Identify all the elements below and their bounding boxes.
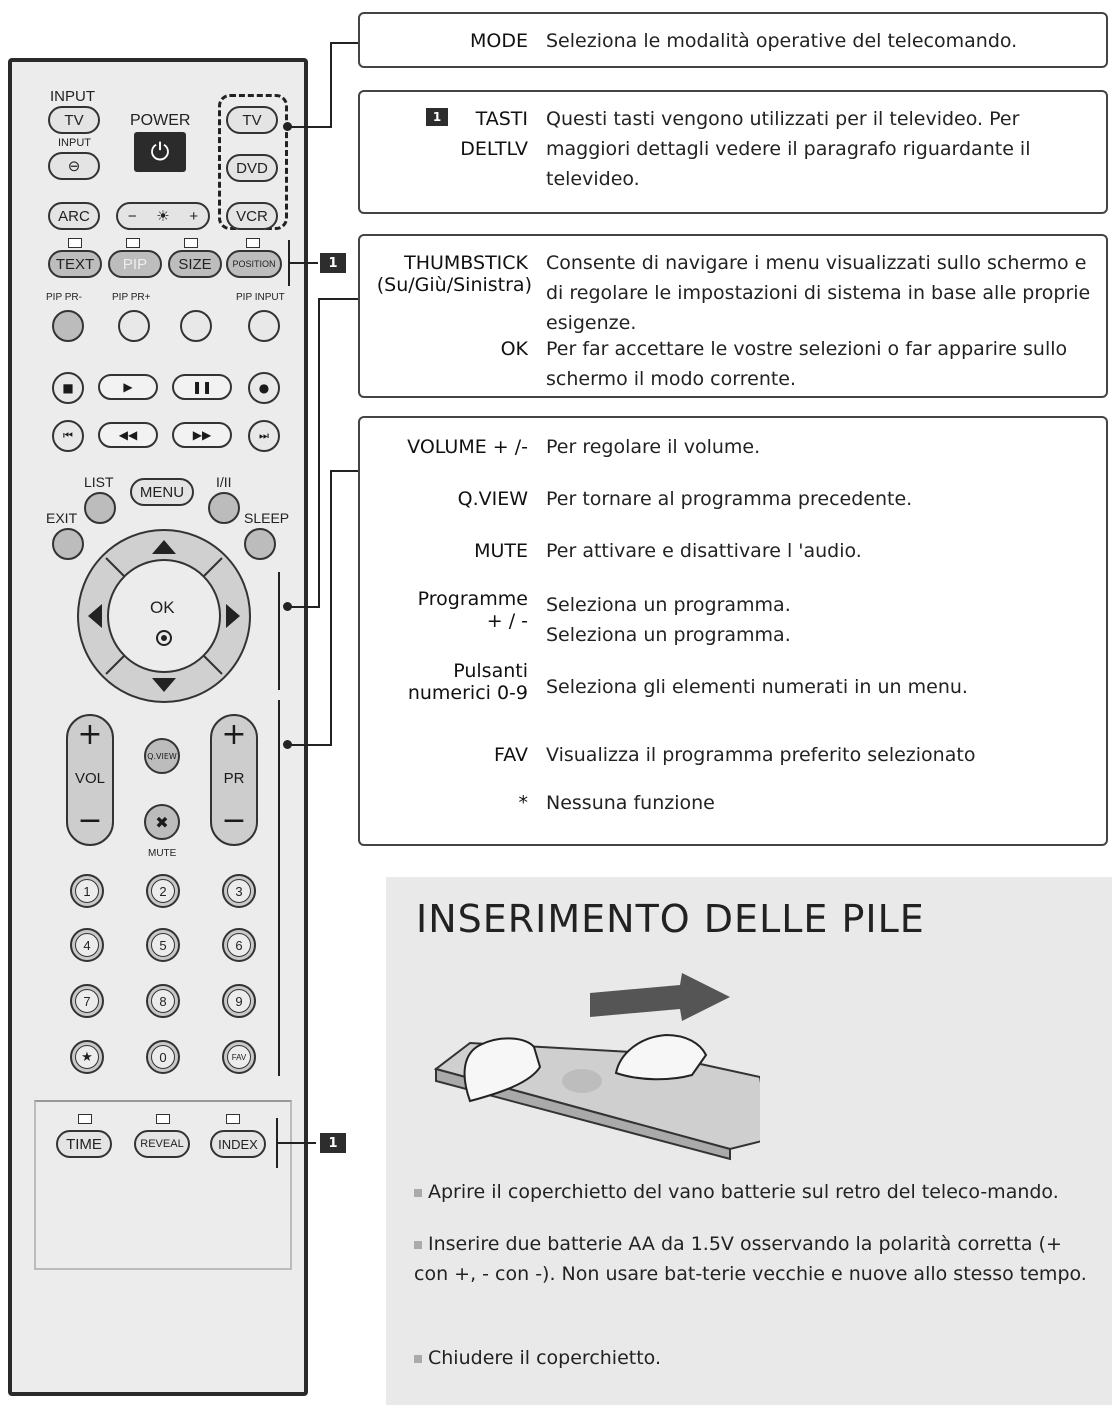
programme-desc: Seleziona un programma. — [546, 594, 791, 616]
vol-label: VOL — [74, 770, 105, 787]
record-icon: ● — [258, 381, 270, 395]
connector-mode-v — [330, 42, 332, 128]
ok-desc: Per far accettare le vostre selezioni o far apparire sullo schermo il modo corrente. — [546, 338, 1068, 390]
volume-desc: Per regolare il volume. — [546, 436, 761, 458]
index-button[interactable]: INDEX — [210, 1130, 266, 1158]
input-source-icon: ⊖ — [67, 158, 81, 175]
teletext-badge: 1 — [320, 253, 346, 273]
skip-forward-icon: ⏭ — [259, 429, 269, 442]
qview-key: Q.VIEW — [457, 488, 528, 510]
brightness-button[interactable] — [116, 202, 210, 230]
teletext-box — [358, 90, 1108, 214]
fav-desc: Visualizza il programma preferito selezionato — [546, 744, 976, 766]
remote-control — [8, 58, 308, 1396]
reveal-mini-icon — [156, 1114, 170, 1124]
number-button[interactable]: 2 — [146, 874, 180, 908]
pip-input-label: PIP INPUT — [236, 292, 285, 303]
position-mini-icon — [246, 238, 260, 248]
number-button[interactable]: 3 — [222, 874, 256, 908]
time-button[interactable]: TIME — [56, 1130, 112, 1158]
mode-dvd-button[interactable]: DVD — [226, 154, 278, 182]
battery-title: INSERIMENTO DELLE PILE — [416, 897, 925, 941]
pip-mini-icon — [126, 238, 140, 248]
reveal-button[interactable]: REVEAL — [134, 1130, 190, 1158]
vol-minus: − — [77, 803, 103, 838]
tasti-key: TASTI — [475, 108, 528, 130]
play-icon: ▶ — [123, 380, 133, 394]
star-button[interactable]: ★ — [70, 1040, 104, 1074]
volume-rocker[interactable] — [66, 714, 114, 846]
size-mini-icon — [184, 238, 198, 248]
brightness-plus: + — [189, 207, 199, 225]
skip-forward-button[interactable] — [248, 420, 280, 452]
skip-back-button[interactable] — [52, 420, 84, 452]
sleep-label: SLEEP — [244, 510, 290, 526]
input-small-label: INPUT — [58, 137, 91, 149]
input-label: INPUT — [50, 88, 95, 105]
numeric-key-sub: numerici 0-9 — [407, 682, 528, 704]
swap-button[interactable] — [180, 310, 212, 342]
connector-mode-h2 — [330, 42, 358, 44]
play-button[interactable] — [98, 374, 158, 400]
time-mini-icon — [78, 1114, 92, 1124]
ok-label: OK — [150, 598, 175, 617]
number-button[interactable]: 1 — [70, 874, 104, 908]
connector-vol-h2 — [330, 470, 358, 472]
ok-key: OK — [500, 338, 528, 360]
qview-desc: Per tornare al programma precedente. — [546, 488, 913, 510]
pip-pr-minus-button[interactable] — [52, 310, 84, 342]
tasti-desc: Questi tasti vengono utilizzati per il televideo. Per maggiori dettagli vedere il paragrafo riguardante il televideo. — [546, 108, 1031, 190]
programme-desc-2: Seleziona un programma. — [546, 624, 791, 646]
size-button[interactable]: SIZE — [168, 250, 222, 278]
mute-button[interactable] — [144, 804, 180, 840]
connector-mode — [288, 126, 332, 128]
text-button[interactable]: TEXT — [48, 250, 102, 278]
star-desc: Nessuna funzione — [546, 792, 715, 814]
pr-label: PR — [223, 770, 245, 787]
number-button[interactable]: 0 — [146, 1040, 180, 1074]
number-button[interactable]: 8 — [146, 984, 180, 1018]
deltlv-key: DELTLV — [460, 138, 528, 160]
i-ii-label: I/II — [216, 474, 232, 490]
number-button[interactable]: 5 — [146, 928, 180, 962]
mode-vcr-button[interactable]: VCR — [226, 202, 278, 230]
connector-thumb-v — [318, 298, 320, 608]
battery-step: Aprire il coperchietto del vano batterie sul retro del teleco-mando. — [414, 1177, 1094, 1207]
mode-box — [358, 12, 1108, 68]
pip-pr-plus-label: PIP PR+ — [112, 292, 151, 303]
pip-pr-plus-button[interactable] — [118, 310, 150, 342]
fast-forward-button[interactable] — [172, 422, 232, 448]
i-ii-button[interactable] — [208, 492, 240, 524]
bracket-teletext-h — [288, 262, 318, 264]
pause-button[interactable] — [172, 374, 232, 400]
power-icon: ⏻ — [150, 138, 170, 166]
bullet-icon — [414, 1355, 422, 1363]
power-button[interactable] — [134, 132, 186, 172]
thumbstick-key-sub: (Su/Giù/Sinistra) — [376, 274, 532, 296]
number-button[interactable]: 6 — [222, 928, 256, 962]
record-button[interactable] — [248, 372, 280, 404]
list-button[interactable] — [84, 492, 116, 524]
connector-vol — [288, 744, 332, 746]
bullet-icon — [414, 1189, 422, 1197]
thumbstick-desc: Consente di navigare i menu visualizzati sullo schermo e di regolare le impostazioni di sistema in base alle proprie esigenze. — [546, 252, 1091, 334]
connector-thumb — [288, 606, 320, 608]
teletext-panel — [34, 1100, 292, 1270]
teletext-badge-2: 1 — [320, 1133, 346, 1153]
qview-button[interactable]: Q.VIEW — [144, 738, 180, 774]
tv-input-button[interactable]: TV — [48, 106, 100, 134]
stop-button[interactable] — [52, 372, 84, 404]
connector-thumb-h2 — [318, 298, 358, 300]
number-button[interactable]: 4 — [70, 928, 104, 962]
program-rocker[interactable] — [210, 714, 258, 846]
bracket-teletext-2-h — [276, 1142, 316, 1144]
mute-icon: ✖ — [155, 812, 169, 832]
index-mini-icon — [226, 1114, 240, 1124]
battery-illustration — [430, 973, 760, 1169]
connector-dot — [283, 122, 292, 131]
vol-plus: + — [77, 717, 103, 752]
bullet-icon — [414, 1241, 422, 1249]
numeric-desc: Seleziona gli elementi numerati in un menu. — [546, 676, 968, 698]
battery-section — [386, 877, 1112, 1405]
mode-desc: Seleziona le modalità operative del telecomando. — [546, 30, 1018, 52]
fav-key: FAV — [494, 744, 528, 766]
input-source-button[interactable] — [48, 152, 100, 180]
skip-back-icon: ⏮ — [63, 429, 73, 442]
programme-key-sub: + / - — [486, 610, 528, 632]
number-button[interactable]: 7 — [70, 984, 104, 1018]
pip-pr-minus-label: PIP PR- — [46, 292, 82, 303]
volume-box — [358, 416, 1108, 846]
power-label: POWER — [130, 112, 191, 129]
battery-step: Chiudere il coperchietto. — [414, 1343, 1094, 1373]
teletext-box-badge: 1 — [426, 108, 448, 126]
stop-icon: ■ — [62, 381, 74, 395]
list-label: LIST — [84, 474, 114, 490]
text-mini-icon — [68, 238, 82, 248]
menu-button[interactable]: MENU — [130, 478, 194, 506]
fast-forward-icon: ▶▶ — [192, 428, 212, 442]
brightness-icon: ☀ — [156, 208, 170, 225]
mode-key: MODE — [470, 30, 528, 52]
fav-button[interactable]: FAV — [222, 1040, 256, 1074]
star-key: * — [518, 792, 528, 814]
programme-key: Programme — [417, 588, 528, 610]
brightness-minus: − — [127, 207, 137, 225]
pip-button[interactable]: PIP — [108, 250, 162, 278]
mute-desc: Per attivare e disattivare l 'audio. — [546, 540, 862, 562]
arc-button[interactable]: ARC — [48, 202, 100, 230]
numeric-key: Pulsanti — [453, 660, 528, 682]
connector-vol-v — [330, 470, 332, 746]
battery-step: Inserire due batterie AA da 1.5V osservando la polarità corretta (+ con +, - con -). Non usare bat-terie vecchie e nuove allo stesso tempo. — [414, 1233, 1087, 1285]
rewind-button[interactable] — [98, 422, 158, 448]
pip-input-button[interactable] — [248, 310, 280, 342]
exit-label: EXIT — [46, 510, 78, 526]
position-button[interactable]: POSITION — [226, 250, 282, 278]
mode-tv-button[interactable]: TV — [226, 106, 278, 134]
volume-key: VOLUME + /- — [407, 436, 528, 458]
number-button[interactable]: 9 — [222, 984, 256, 1018]
bracket-vol — [278, 700, 280, 1076]
pr-minus: − — [221, 803, 247, 838]
mute-label: MUTE — [148, 848, 177, 859]
rewind-icon: ◀◀ — [118, 428, 138, 442]
thumbstick-key: THUMBSTICK — [404, 252, 528, 274]
mute-key: MUTE — [474, 540, 528, 562]
pr-plus: + — [221, 717, 247, 752]
bracket-thumb — [278, 572, 280, 690]
thumbstick-box — [358, 234, 1108, 398]
pause-icon: ❚❚ — [191, 380, 213, 394]
